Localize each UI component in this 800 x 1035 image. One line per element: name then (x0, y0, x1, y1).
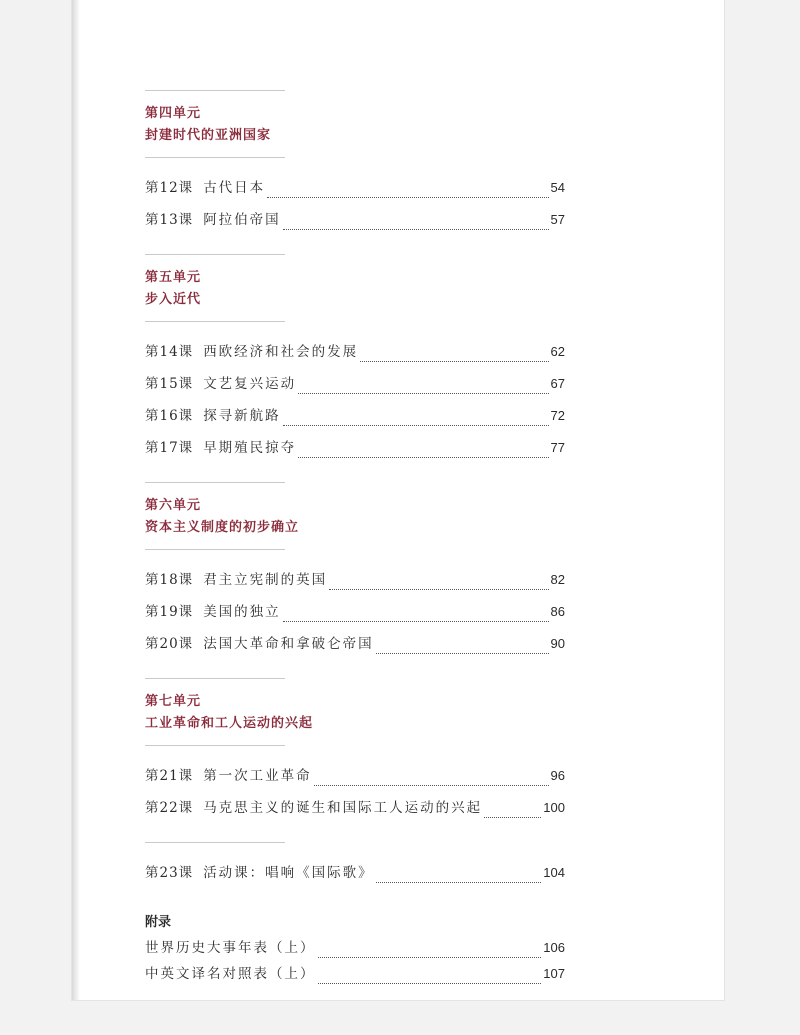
page-gutter-shadow (72, 0, 80, 1000)
toc-entry[interactable] (145, 935, 565, 961)
lesson-number: 第13课 (145, 212, 194, 228)
lesson-number: 第21课 (145, 768, 194, 784)
unit-title: 封建时代的亚洲国家 (145, 128, 272, 143)
lesson-title: 法国大革命和拿破仑帝国 (203, 636, 374, 652)
toc-entry[interactable] (145, 400, 565, 432)
dot-leader (484, 805, 541, 818)
section-divider (145, 842, 285, 843)
appendix-heading: 附录 (145, 915, 172, 930)
unit-label: 第四单元 (145, 106, 202, 121)
toc-entry[interactable] (145, 172, 565, 204)
unit-label: 第七单元 (145, 694, 202, 709)
unit-divider (145, 745, 285, 746)
table-of-contents (145, 90, 565, 987)
dot-leader (298, 445, 548, 458)
lesson-title: 美国的独立 (203, 604, 281, 620)
lesson-title: 探寻新航路 (203, 408, 281, 424)
toc-entry[interactable] (145, 596, 565, 628)
dot-leader (376, 641, 549, 654)
appendix-section (145, 911, 565, 987)
lesson-number: 第12课 (145, 180, 194, 196)
lesson-number: 第16课 (145, 408, 194, 424)
appendix-title: 中英文译名对照表（上） (145, 966, 316, 982)
toc-entry[interactable] (145, 792, 565, 824)
dot-leader (318, 971, 542, 984)
page-number: 62 (550, 344, 565, 359)
unit-label: 第六单元 (145, 498, 202, 513)
dot-leader (283, 217, 549, 230)
lesson-title: 文艺复兴运动 (203, 376, 297, 392)
lesson-number: 第18课 (145, 572, 194, 588)
unit-label: 第五单元 (145, 270, 202, 285)
page-number: 104 (543, 865, 565, 880)
toc-entry[interactable] (145, 628, 565, 660)
toc-entry[interactable] (145, 961, 565, 987)
dot-leader (267, 185, 548, 198)
page-number: 72 (550, 408, 565, 423)
dot-leader (314, 773, 549, 786)
dot-leader (329, 577, 548, 590)
lesson-number: 第20课 (145, 636, 194, 652)
unit-divider (145, 157, 285, 158)
page-number: 77 (550, 440, 565, 455)
lesson-title: 第一次工业革命 (203, 768, 312, 784)
lesson-title: 马克思主义的诞生和国际工人运动的兴起 (203, 800, 483, 816)
lesson-title: 早期殖民掠夺 (203, 440, 297, 456)
lesson-title: 古代日本 (203, 180, 266, 196)
page-number: 86 (550, 604, 565, 619)
unit-7 (145, 678, 565, 824)
lesson-number: 第15课 (145, 376, 194, 392)
lesson-number: 第17课 (145, 440, 194, 456)
toc-entry[interactable] (145, 564, 565, 596)
lesson-number: 第22课 (145, 800, 194, 816)
dot-leader (360, 349, 548, 362)
dot-leader (318, 945, 542, 958)
dot-leader (283, 609, 549, 622)
page-number: 106 (543, 940, 565, 955)
toc-entry[interactable] (145, 204, 565, 236)
page-number: 100 (543, 800, 565, 815)
unit-divider (145, 549, 285, 550)
page-number: 67 (550, 376, 565, 391)
activity-section (145, 842, 565, 889)
unit-divider (145, 90, 285, 91)
unit-6 (145, 482, 565, 660)
lesson-title: 活动课：唱响《国际歌》 (203, 865, 374, 881)
lesson-title: 阿拉伯帝国 (203, 212, 281, 228)
unit-title: 资本主义制度的初步确立 (145, 520, 300, 535)
dot-leader (283, 413, 549, 426)
toc-entry[interactable] (145, 336, 565, 368)
lesson-number: 第19课 (145, 604, 194, 620)
unit-divider (145, 321, 285, 322)
toc-entry[interactable] (145, 760, 565, 792)
unit-title: 工业革命和工人运动的兴起 (145, 716, 314, 731)
dot-leader (376, 870, 542, 883)
unit-divider (145, 482, 285, 483)
lesson-title: 西欧经济和社会的发展 (203, 344, 359, 360)
lesson-number: 第23课 (145, 865, 194, 881)
page-number: 107 (543, 966, 565, 981)
page-number: 82 (550, 572, 565, 587)
page-number: 90 (550, 636, 565, 651)
unit-5 (145, 254, 565, 464)
lesson-number: 第14课 (145, 344, 194, 360)
unit-divider (145, 254, 285, 255)
page-number: 57 (550, 212, 565, 227)
toc-entry[interactable] (145, 368, 565, 400)
lesson-title: 君主立宪制的英国 (203, 572, 328, 588)
dot-leader (298, 381, 548, 394)
unit-title: 步入近代 (145, 292, 202, 307)
page-number: 96 (550, 768, 565, 783)
page-number: 54 (550, 180, 565, 195)
unit-divider (145, 678, 285, 679)
toc-entry[interactable] (145, 432, 565, 464)
toc-entry[interactable] (145, 857, 565, 889)
unit-4 (145, 90, 565, 236)
appendix-title: 世界历史大事年表（上） (145, 940, 316, 956)
